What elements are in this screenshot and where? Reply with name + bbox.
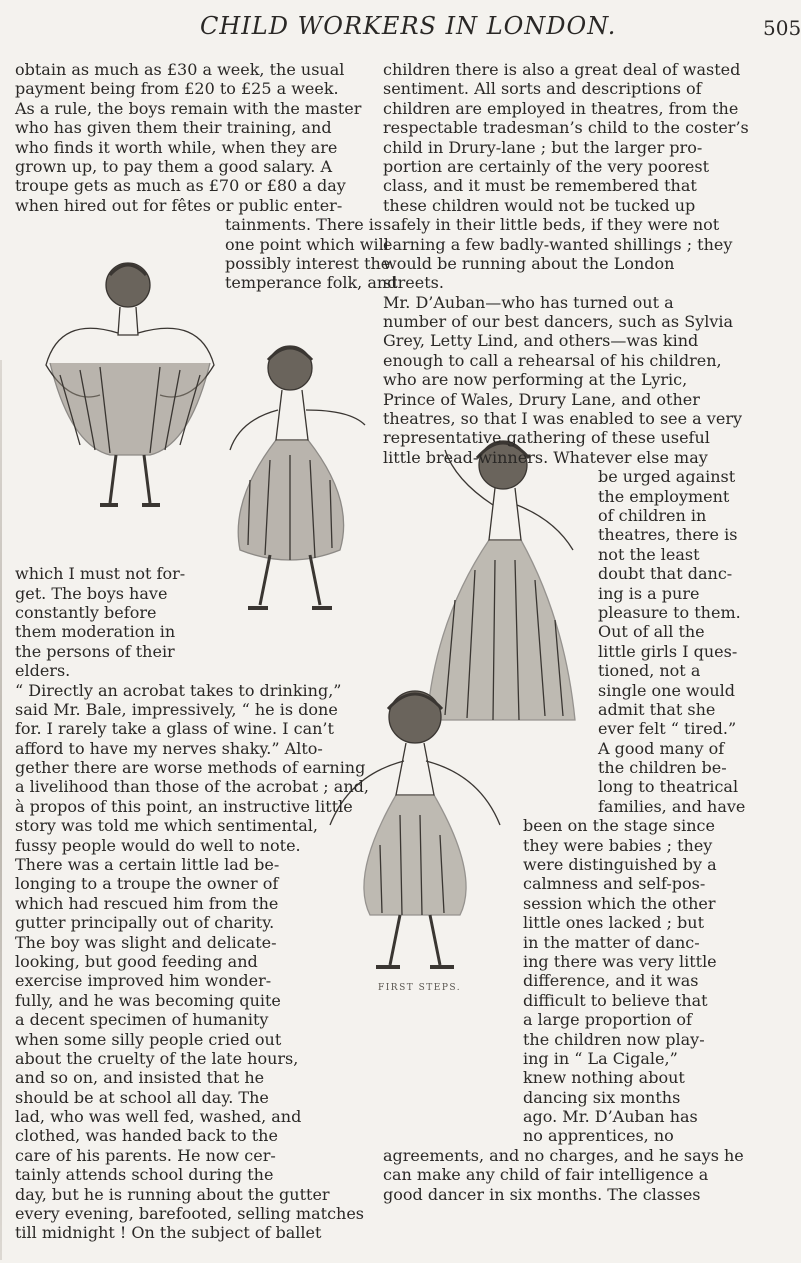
right-line: calmness and self-pos-	[523, 874, 706, 894]
right-line: difference, and it was	[523, 971, 699, 991]
left-line: exercise improved him wonder-	[15, 971, 272, 991]
right-line: single one would	[598, 680, 736, 700]
right-line: admit that she	[598, 699, 716, 719]
right-line: theatres, there is	[598, 525, 738, 545]
left-line	[15, 390, 375, 409]
left-line: obtain as much as £30 a week, the usual	[15, 60, 345, 79]
right-line: children are employed in theatres, from the	[383, 98, 739, 118]
left-line: grown up, to pay them a good salary. A	[15, 156, 332, 176]
right-line: safely in their little beds, if they were not	[383, 215, 720, 235]
left-line: one point which will	[225, 234, 389, 254]
left-line	[15, 525, 375, 544]
right-line: number of our best dancers, such as Sylvia	[383, 312, 734, 332]
left-line: day, but he is running about the gutter	[15, 1184, 330, 1204]
right-line: little ones lacked ; but	[523, 913, 705, 933]
right-line: were distinguished by a	[523, 855, 717, 875]
right-line: ing in “ La Cigale,”	[523, 1048, 678, 1068]
left-line	[15, 506, 375, 525]
left-line: care of his parents. He now cer-	[15, 1145, 276, 1165]
left-line: should be at school all day. The	[15, 1087, 269, 1107]
left-line	[15, 293, 375, 312]
right-line: families, and have	[598, 796, 746, 816]
left-line: and so on, and insisted that he	[15, 1068, 265, 1088]
right-line: agreements, and no charges, and he says he	[383, 1145, 744, 1165]
right-line: children there is also a great deal of wasted	[383, 60, 741, 79]
left-line: The boy was slight and delicate-	[15, 932, 277, 952]
right-line: Out of all the	[598, 622, 705, 642]
right-line: dancing six months	[523, 1087, 681, 1107]
right-line: ing there was very little	[523, 951, 717, 971]
left-line	[15, 545, 375, 564]
left-line: longing to a troupe the owner of	[15, 874, 279, 894]
left-line: said Mr. Bale, impressively, “ he is done	[15, 699, 338, 719]
left-line	[15, 370, 375, 389]
left-line: which had rescued him from the	[15, 893, 279, 913]
left-line: when hired out for fêtes or public enter-	[15, 195, 343, 215]
left-line: a livelihood than those of the acrobat ; and,	[15, 777, 369, 797]
right-line: child in Drury-lane ; but the larger pro-	[383, 137, 703, 157]
left-line: elders.	[15, 661, 71, 681]
right-line: representative gathering of these useful	[383, 428, 710, 448]
left-line: about the cruelty of the late hours,	[15, 1048, 299, 1068]
left-line: There was a certain little lad be-	[15, 855, 280, 875]
left-line: a decent specimen of humanity	[15, 1010, 269, 1030]
right-line: they were babies ; they	[523, 835, 713, 855]
left-line: lad, who was well fed, washed, and	[15, 1107, 302, 1127]
right-line: been on the stage since	[523, 816, 715, 836]
right-line: tioned, not a	[598, 661, 701, 681]
right-line: be urged against	[598, 467, 736, 487]
left-line: fussy people would do well to note.	[15, 835, 301, 855]
left-line: gether there are worse methods of earning	[15, 758, 366, 778]
right-line: Mr. D’Auban—who has turned out a	[383, 292, 674, 312]
left-line: As a rule, the boys remain with the master	[15, 98, 362, 118]
left-line	[15, 351, 375, 370]
right-line: of children in	[598, 505, 707, 525]
right-line: can make any child of fair intelligence a	[383, 1165, 709, 1185]
right-line: A good many of	[598, 738, 725, 758]
left-line: looking, but good feeding and	[15, 951, 258, 971]
right-line: sentiment. All sorts and descriptions of	[383, 79, 702, 99]
left-line: à propos of this point, an instructive little	[15, 796, 353, 816]
left-line: troupe gets as much as £70 or £80 a day	[15, 176, 346, 196]
left-line: afford to have my nerves shaky.” Alto-	[15, 738, 323, 758]
right-line: would be running about the London	[383, 253, 675, 273]
left-line	[15, 487, 375, 506]
left-line: who has given them their training, and	[15, 118, 332, 138]
right-line: difficult to believe that	[523, 990, 708, 1010]
right-line: session which the other	[523, 893, 716, 913]
left-line: the persons of their	[15, 641, 175, 661]
right-line: Grey, Letty Lind, and others—was kind	[383, 331, 699, 351]
right-line: good dancer in six months. The classes	[383, 1184, 701, 1204]
right-line: streets.	[383, 273, 444, 293]
left-line: them moderation in	[15, 622, 176, 642]
right-line: the children now play-	[523, 1029, 705, 1049]
left-line: “ Directly an acrobat takes to drinking,”	[15, 680, 342, 700]
left-line: temperance folk, and	[225, 273, 398, 293]
left-line: payment being from £20 to £25 a week.	[15, 79, 339, 99]
left-line: possibly interest the	[225, 253, 391, 273]
left-line: for. I rarely take a glass of wine. I can’t	[15, 719, 334, 739]
right-line: a large proportion of	[523, 1010, 692, 1030]
right-line: who are now performing at the Lyric,	[383, 370, 688, 390]
running-header	[0, 8, 801, 48]
left-line: story was told me which sentimental,	[15, 816, 318, 836]
left-line	[15, 409, 375, 428]
left-line: constantly before	[15, 602, 157, 622]
left-line: tainly attends school during the	[15, 1165, 274, 1185]
right-line: little bread-winners. Whatever else may	[383, 447, 708, 467]
left-line: fully, and he was becoming quite	[15, 990, 281, 1010]
left-line: when some silly people cried out	[15, 1029, 282, 1049]
right-line: theatres, so that I was enabled to see a very	[383, 409, 742, 429]
right-line: little girls I ques-	[598, 641, 738, 661]
left-line: who finds it worth while, when they are	[15, 137, 338, 157]
right-line: respectable tradesman’s child to the coster’s	[383, 118, 749, 138]
left-line	[15, 448, 375, 467]
right-line: enough to call a rehearsal of his children,	[383, 350, 722, 370]
left-line	[15, 467, 375, 486]
left-line	[15, 428, 375, 447]
right-line: the children be-	[598, 758, 727, 778]
right-line: these children would not be tucked up	[383, 195, 696, 215]
left-line: which I must not for-	[15, 564, 186, 584]
right-line: doubt that danc-	[598, 564, 733, 584]
right-line: class, and it must be remembered that	[383, 176, 697, 196]
right-line: pleasure to them.	[598, 602, 741, 622]
right-line: no apprentices, no	[523, 1126, 674, 1146]
page-number: 505	[763, 16, 801, 40]
left-line: every evening, barefooted, selling matches	[15, 1204, 365, 1224]
right-line: long to theatrical	[598, 777, 739, 797]
left-line	[15, 331, 375, 350]
right-line: not the least	[598, 544, 700, 564]
right-line: ever felt “ tired.”	[598, 719, 737, 739]
right-line: in the matter of danc-	[523, 932, 700, 952]
left-line: gutter principally out of charity.	[15, 913, 275, 933]
left-line: get. The boys have	[15, 583, 168, 603]
right-line: ing is a pure	[598, 583, 700, 603]
left-line: tainments. There is	[225, 215, 383, 235]
running-title: CHILD WORKERS IN LONDON.	[200, 12, 617, 40]
right-line: the employment	[598, 486, 730, 506]
illustration-caption: FIRST STEPS.	[378, 983, 462, 993]
right-line: portion are certainly of the very poorest	[383, 156, 710, 176]
left-line	[15, 312, 375, 331]
right-line: ago. Mr. D’Auban has	[523, 1107, 698, 1127]
page-edge-shadow	[0, 360, 2, 1260]
right-line: Prince of Wales, Drury Lane, and other	[383, 389, 700, 409]
right-line: knew nothing about	[523, 1068, 685, 1088]
left-line: till midnight ! On the subject of ballet	[15, 1223, 322, 1243]
left-line: clothed, was handed back to the	[15, 1126, 278, 1146]
right-line: earning a few badly-wanted shillings ; they	[383, 234, 733, 254]
left-column	[15, 60, 398, 1243]
right-column	[383, 60, 783, 1204]
